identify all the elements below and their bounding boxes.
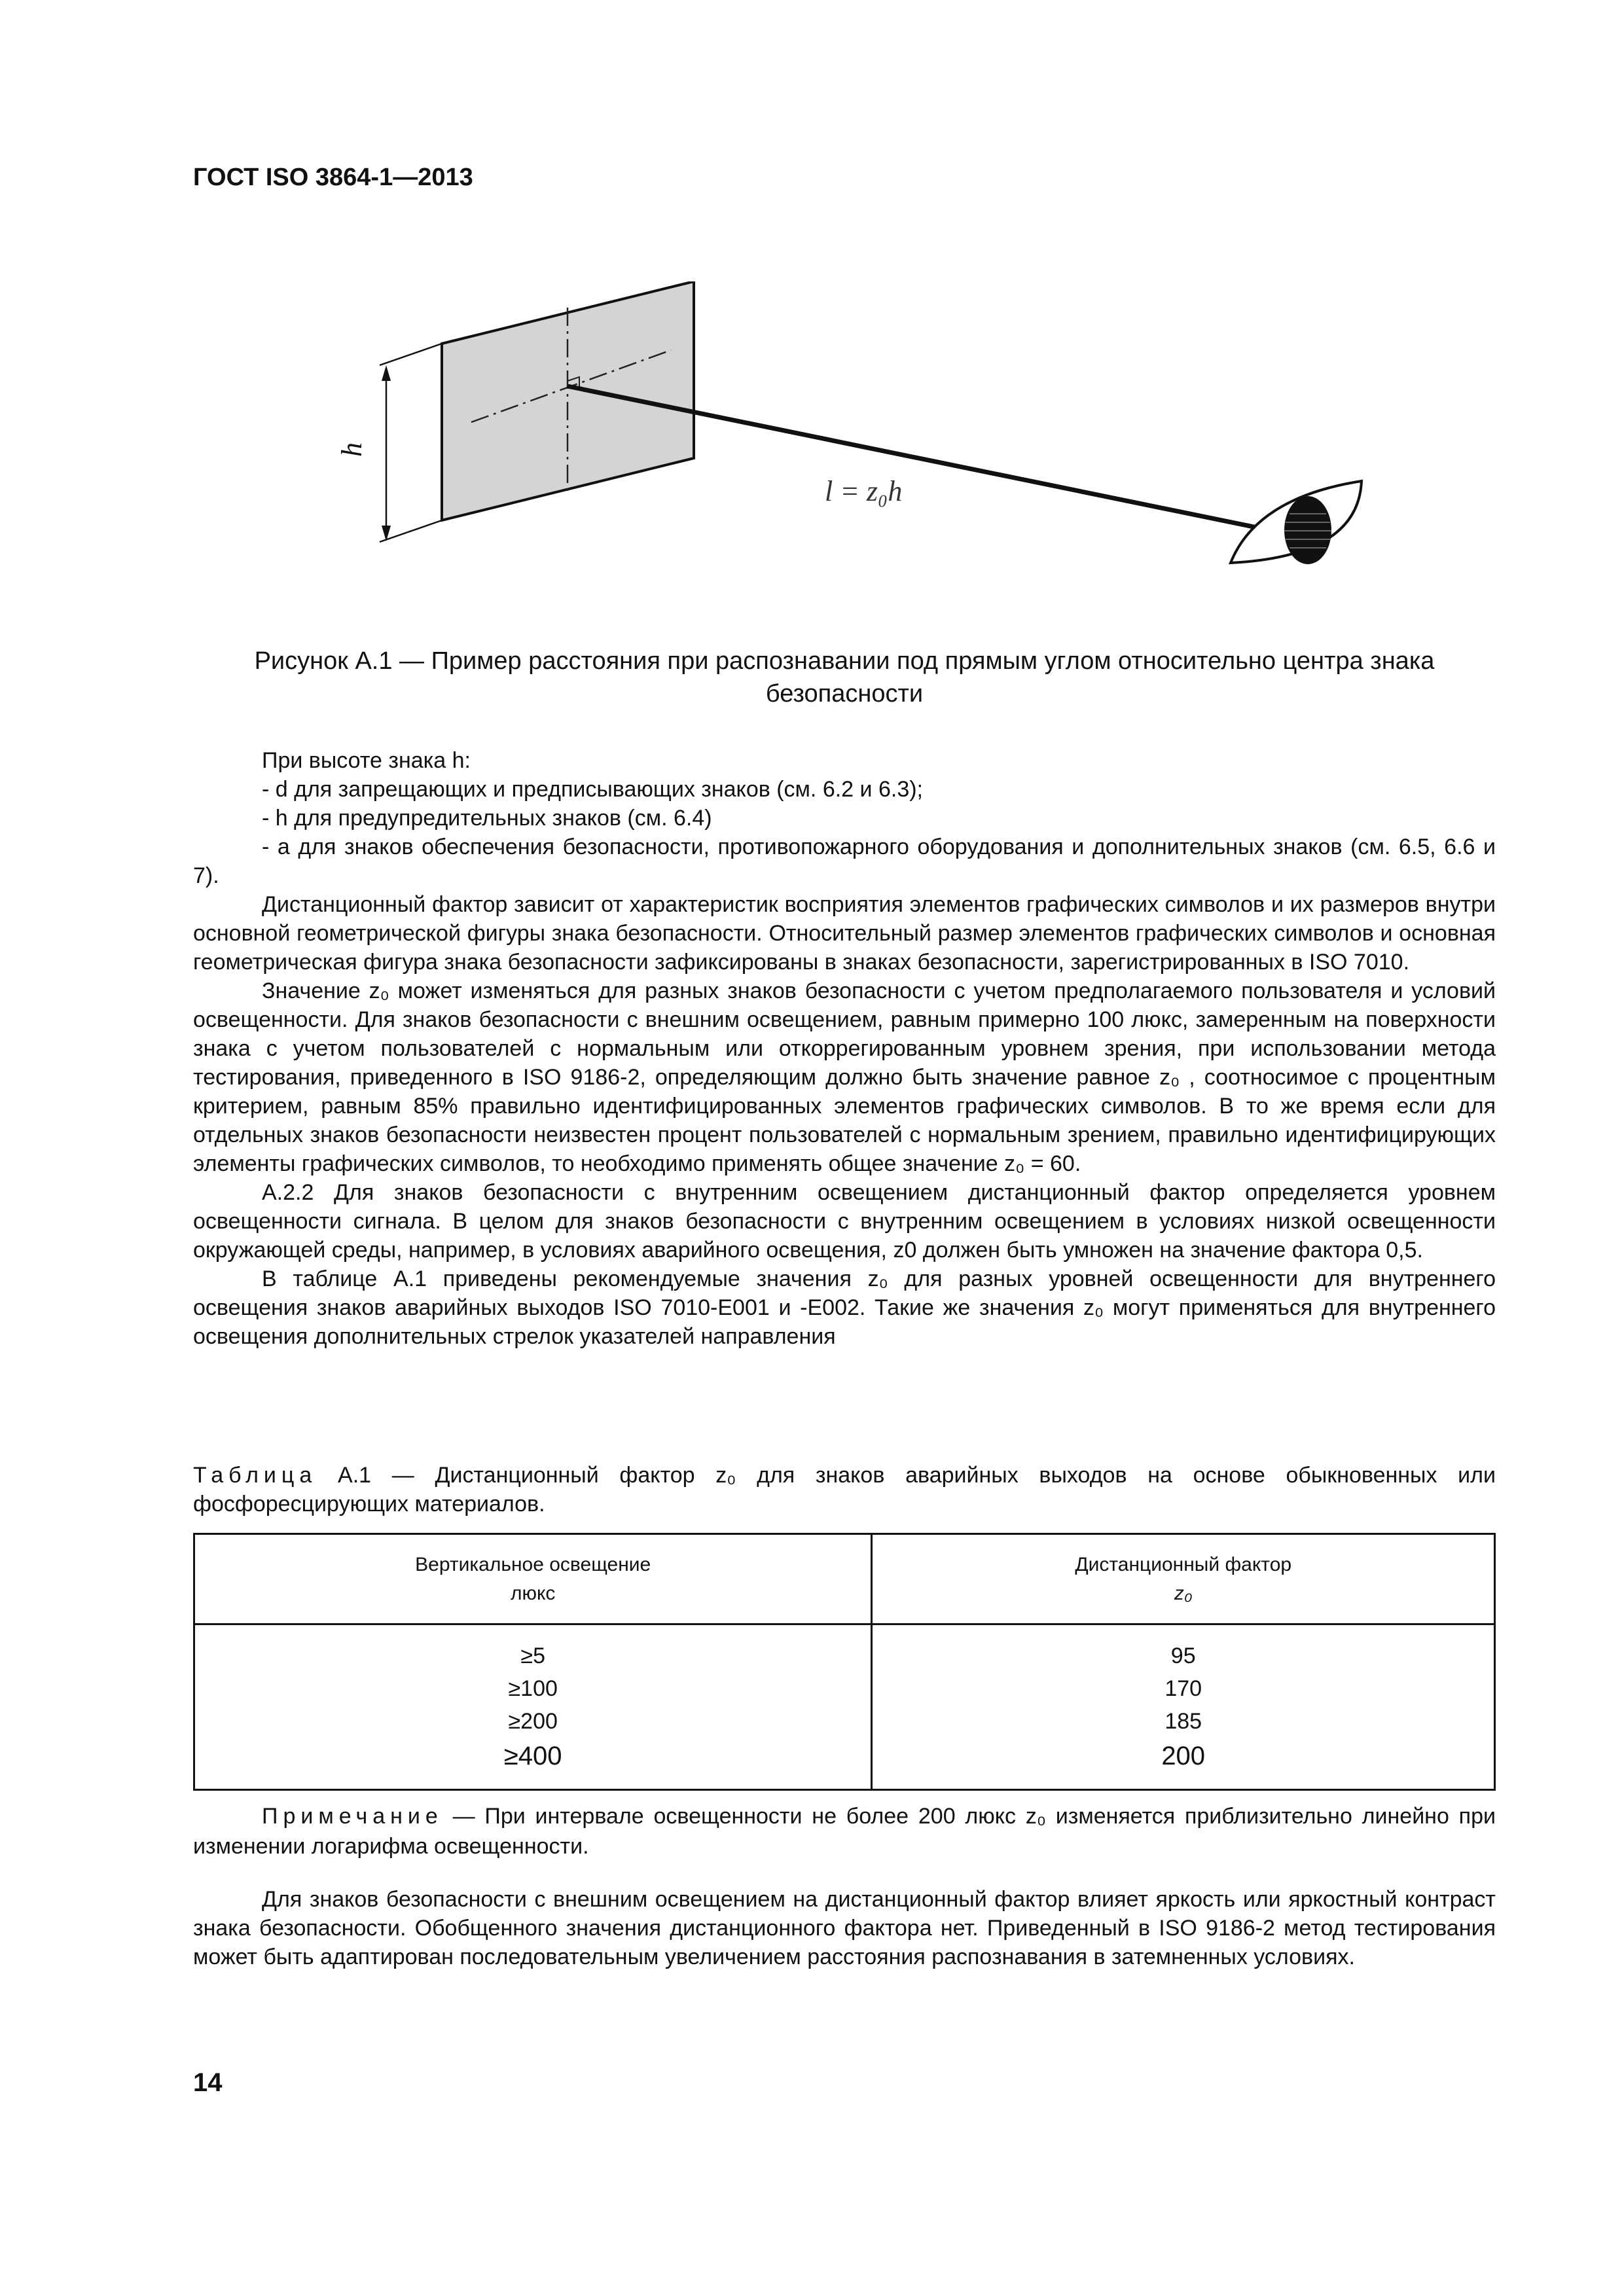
table-caption-text: А.1 — Дистанционный фактор z₀ для знаков аварийных выходов на основе обыкновенных или фосфоресцирующих материалов. bbox=[193, 1463, 1496, 1516]
height-label: h bbox=[336, 442, 368, 457]
table-caption bbox=[193, 1461, 1496, 1518]
paragraph-distance-factor: Дистанционный фактор зависит от характеристик восприятия элементов графических символов и их размеров внутри основной геометрической фигуры знака безопасности. Относительный размер элементов графических символов и основная геометрическая фигура знака безопасности зафиксированы в знаках безопасности, зарегистрированных в ISO 7010. bbox=[193, 892, 1496, 975]
table-value: ≥200 bbox=[508, 1709, 558, 1734]
paragraph-a22: А.2.2 Для знаков безопасности с внутренним освещением дистанционный фактор определяется уровнем освещенности сигнала. В целом для знаков безопасности с внутренним освещением в условиях низкой освещенности окружающей среды, например, в условиях аварийного освещения, z0 должен быть умножен на значение фактора 0,5. bbox=[193, 1180, 1496, 1263]
note-prefix: Примечание bbox=[262, 1804, 443, 1829]
distance-label: l = z₀h bbox=[825, 475, 903, 507]
figure-caption-line-1: Рисунок А.1 — Пример расстояния при распознавании под прямым углом относительно центра знака bbox=[254, 647, 1435, 675]
table-value: 95 bbox=[1170, 1643, 1196, 1668]
table-header-factor: Дистанционный фактор z₀ bbox=[872, 1534, 1495, 1624]
paragraph-table-intro: В таблице А.1 приведены рекомендуемые значения z₀ для разных уровней освещенности для внутреннего освещения знаков аварийных выходов ISO 7010-E001 и -E002. Такие же значения z₀ могут применяться для внутреннего освещения дополнительных стрелок указателей направления bbox=[193, 1266, 1496, 1349]
table-value: 170 bbox=[1164, 1676, 1202, 1701]
paragraph-z0-value: Значение z₀ может изменяться для разных знаков безопасности с учетом предполагаемого пользователя и условий освещенности. Для знаков безопасности с внешним освещением, равным примерно 100 люкс, замеренным на поверхности знака с учетом пользователей с нормальным или откоррегированным уровнем зрения, при использовании метода тестирования, приведенного в ISO 9186-2, определяющим должно быть значение равное z₀ , соотносимое с процентным критерием, равным 85% правильно идентифицированных элементов графических символов. В то же время если для отдельных знаков безопасности неизвестен процент пользователей с нормальным зрением, правильно идентифицирующих элементы графических символов, то необходимо применять общее значение z₀ = 60. bbox=[193, 978, 1496, 1176]
table-body-row bbox=[194, 1624, 1495, 1790]
figure-caption bbox=[193, 645, 1496, 710]
figure-caption-line-2: безопасности bbox=[765, 680, 924, 708]
distance-factor-table bbox=[193, 1533, 1496, 1791]
list-item-h: - h для предупредительных знаков (см. 6.4) bbox=[262, 806, 712, 831]
height-extension-top bbox=[380, 344, 442, 365]
list-item-d: - d для запрещающих и предписывающих знаков (см. 6.2 и 6.3); bbox=[262, 777, 924, 802]
list-item-a: - а для знаков обеспечения безопасности, противопожарного оборудования и дополнительных знаков (см. 6.5, 6.6 и 7). bbox=[193, 834, 1496, 888]
paragraph-height: При высоте знака h: bbox=[262, 748, 471, 773]
table-value: ≥100 bbox=[508, 1676, 558, 1701]
page-number: 14 bbox=[193, 2068, 223, 2097]
table-value: 185 bbox=[1164, 1709, 1202, 1734]
table-cell-lux bbox=[194, 1624, 872, 1790]
table-value: ≥5 bbox=[520, 1643, 545, 1668]
figure-a1-diagram bbox=[314, 281, 1440, 622]
closing-paragraph: Для знаков безопасности с внешним освещением на дистанционный фактор влияет яркость или яркостный контраст знака безопасности. Обобщенного значения дистанционного фактора нет. Приведенный в ISO 9186-2 метод тестирования может быть адаптирован последовательным увеличением расстояния распознавания в затемненных условиях. bbox=[193, 1887, 1496, 1969]
table-header-row bbox=[194, 1534, 1495, 1624]
height-arrow-top bbox=[382, 365, 391, 381]
table-note bbox=[193, 1801, 1496, 1861]
table-caption-prefix: Таблица bbox=[193, 1463, 317, 1488]
table-value: ≥400 bbox=[503, 1742, 562, 1770]
table-header-lux: Вертикальное освещение люкс bbox=[194, 1534, 872, 1624]
note-text: — При интервале освещенности не более 200 люкс z₀ изменяется приблизительно линейно при изменении логарифма освещенности. bbox=[193, 1804, 1496, 1859]
body-text bbox=[193, 746, 1496, 1351]
standard-header: ГОСТ ISO 3864-1—2013 bbox=[193, 164, 473, 191]
table-value: 200 bbox=[1161, 1742, 1206, 1770]
table-cell-factor bbox=[872, 1624, 1495, 1790]
